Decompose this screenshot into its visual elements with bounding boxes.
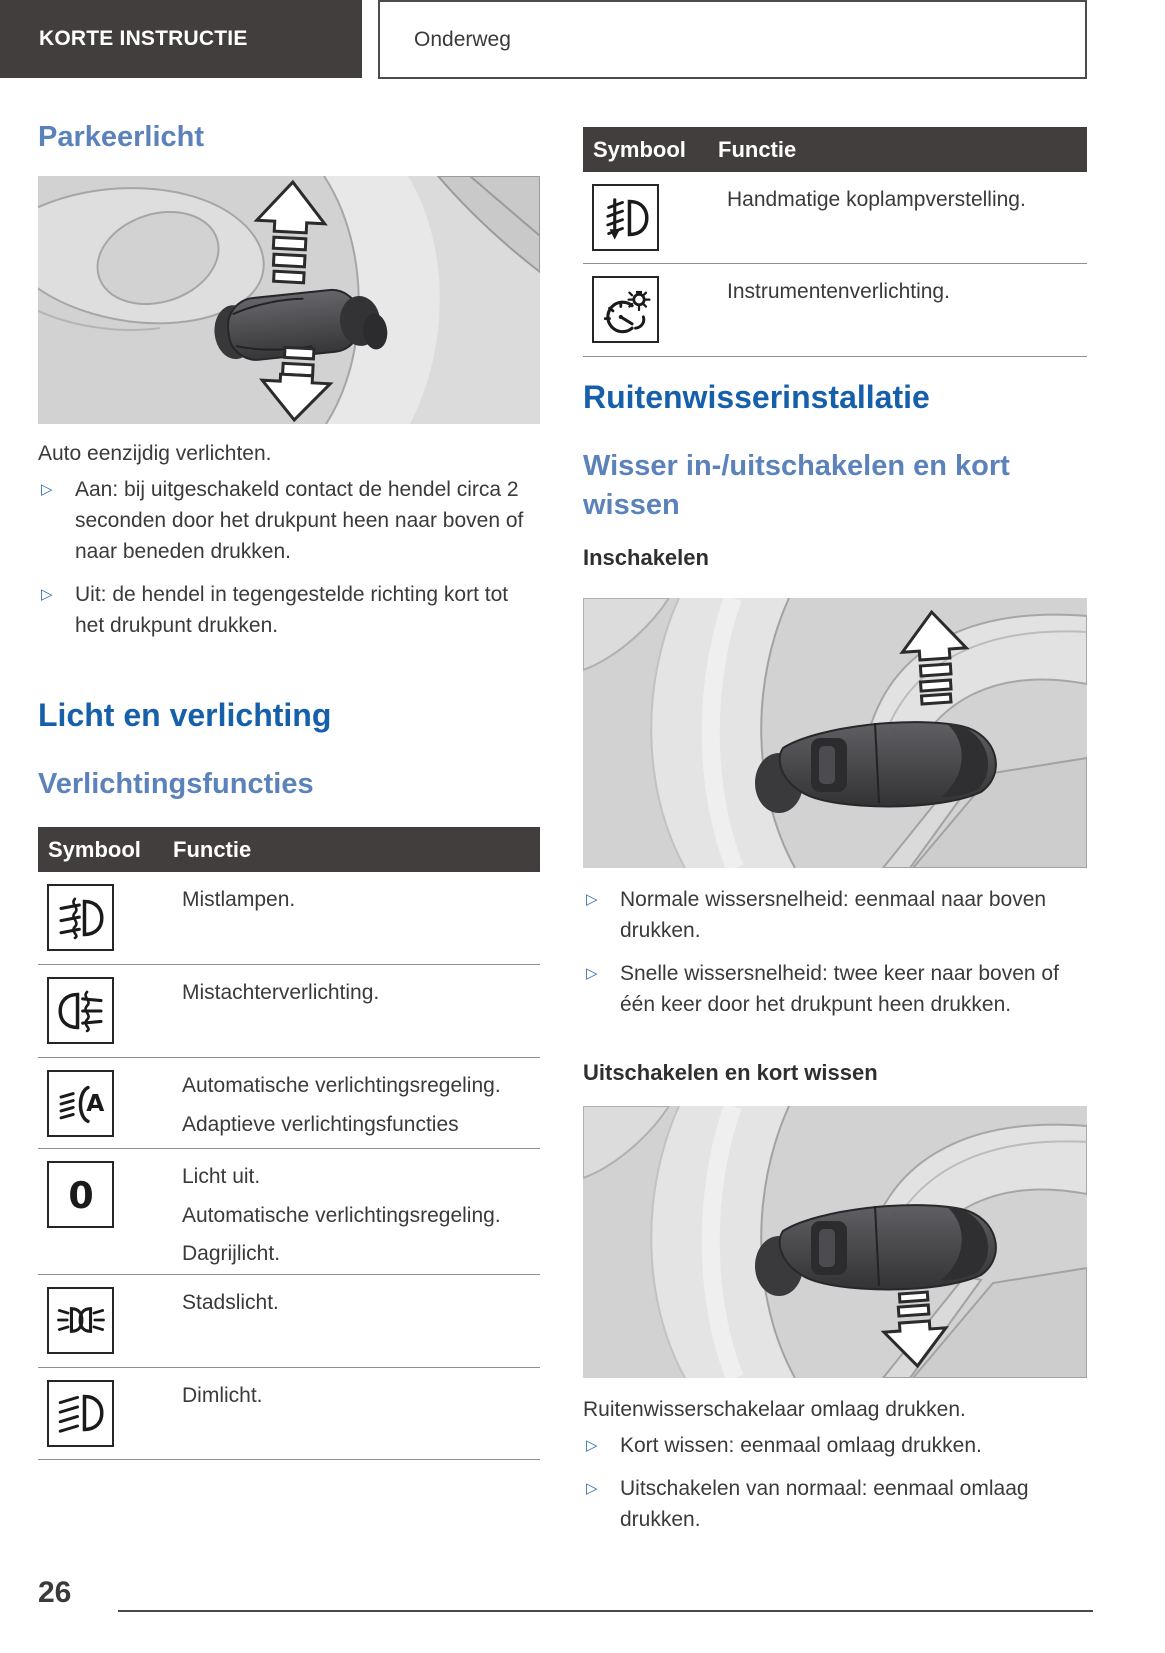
symbol-column-header: Symbool	[48, 836, 141, 862]
verlichtingsfuncties-subtitle: Verlichtingsfuncties	[38, 768, 314, 800]
table-row	[583, 172, 1087, 264]
function-text: Dagrijlicht.	[182, 1242, 281, 1265]
list-item: ▷ Snelle wissersnelheid: twee keer naar boven of één keer door het drukpunt heen drukken.	[583, 958, 1087, 1020]
chapter-box	[378, 0, 1087, 79]
table-row	[38, 1275, 540, 1368]
triangle-bullet-icon: ▷	[41, 481, 53, 498]
auto-light-control-icon	[47, 1070, 114, 1137]
list-item: ▷ Uit: de hendel in tegengestelde richting kort tot het drukpunt drukken.	[38, 579, 540, 641]
function-text: Mistachterverlichting.	[182, 981, 380, 1004]
wiper-off-bullets	[583, 1430, 1087, 1547]
table-row	[38, 965, 540, 1058]
function-text: Handmatige koplampverstelling.	[727, 188, 1026, 211]
table-row	[583, 264, 1087, 357]
function-column-header: Functie	[718, 136, 797, 162]
wisser-subtitle: Wisser in-/uitschakelen en kort wissen	[583, 450, 1010, 521]
function-text: Mistlampen.	[182, 888, 296, 911]
front-fog-light-icon	[47, 884, 114, 951]
ruitenwisser-title: Ruitenwisserinstallatie	[583, 379, 930, 415]
list-item: ▷ Aan: bij uitgeschakeld contact de hendel circa 2 seconden door het drukpunt heen naar boven of naar beneden drukken.	[38, 474, 540, 567]
list-item: ▷ Normale wissersnelheid: eenmaal naar boven drukken.	[583, 884, 1087, 946]
licht-title: Licht en verlichting	[38, 697, 332, 733]
function-text: Dimlicht.	[182, 1383, 263, 1407]
light-functions-table	[38, 827, 540, 1460]
wiper-on-bullets	[583, 884, 1087, 1032]
light-stalk-image	[38, 176, 540, 424]
page-number: 26	[38, 1576, 72, 1609]
function-column-header: Functie	[173, 836, 252, 862]
parkeerlicht-illustration	[38, 176, 540, 424]
lights-off-icon	[47, 1161, 114, 1228]
function-text: Stadslicht.	[182, 1290, 279, 1314]
inschakelen-heading: Inschakelen	[583, 545, 709, 570]
uitschakelen-heading: Uitschakelen en kort wissen	[583, 1060, 878, 1085]
table-row	[38, 1149, 540, 1275]
headlight-leveling-icon	[592, 184, 659, 251]
light-functions-table-2	[583, 127, 1087, 357]
footer-rule	[118, 1610, 1093, 1612]
svg-text:A: A	[85, 1088, 104, 1117]
triangle-bullet-icon: ▷	[586, 965, 598, 982]
triangle-bullet-icon: ▷	[41, 586, 53, 603]
wiper-stalk-down-image	[583, 1106, 1087, 1378]
low-beam-icon	[47, 1380, 114, 1447]
symbol-column-header: Symbool	[593, 136, 686, 162]
list-item: ▷ Uitschakelen van normaal: eenmaal omlaag drukken.	[583, 1473, 1087, 1535]
wiper-on-illustration	[583, 598, 1087, 868]
function-text: Instrumentenverlichting.	[727, 280, 950, 303]
wiper-off-illustration	[583, 1106, 1087, 1378]
function-text: Licht uit.	[182, 1165, 261, 1188]
triangle-bullet-icon: ▷	[586, 1437, 598, 1454]
rear-fog-light-icon	[47, 977, 114, 1044]
function-text: Automatische verlichtingsregeling.	[182, 1203, 501, 1227]
parkeerlicht-bullets	[38, 474, 540, 653]
function-text: Adaptieve verlichtingsfuncties	[182, 1112, 459, 1136]
instrument-lighting-icon	[592, 276, 659, 343]
function-text: Automatische verlichtingsregeling.	[182, 1074, 501, 1097]
section-banner	[0, 0, 362, 78]
wiper-stalk-up-image	[583, 598, 1087, 868]
parkeerlicht-title: Parkeerlicht	[38, 121, 205, 153]
svg-text:0: 0	[67, 1173, 94, 1217]
triangle-bullet-icon: ▷	[586, 891, 598, 908]
table-row	[38, 1058, 540, 1149]
table-row	[38, 872, 540, 965]
wiper-off-intro: Ruitenwisserschakelaar omlaag drukken.	[583, 1398, 966, 1421]
list-item: ▷ Kort wissen: eenmaal omlaag drukken.	[583, 1430, 1087, 1461]
table-header	[583, 127, 1087, 172]
parkeerlicht-intro: Auto eenzijdig verlichten.	[38, 442, 272, 465]
table-row	[38, 1368, 540, 1460]
side-lights-icon	[47, 1287, 114, 1354]
table-header	[38, 827, 540, 872]
chapter-label: Onderweg	[414, 27, 511, 51]
triangle-bullet-icon: ▷	[586, 1480, 598, 1497]
section-label: KORTE INSTRUCTIE	[39, 27, 248, 50]
